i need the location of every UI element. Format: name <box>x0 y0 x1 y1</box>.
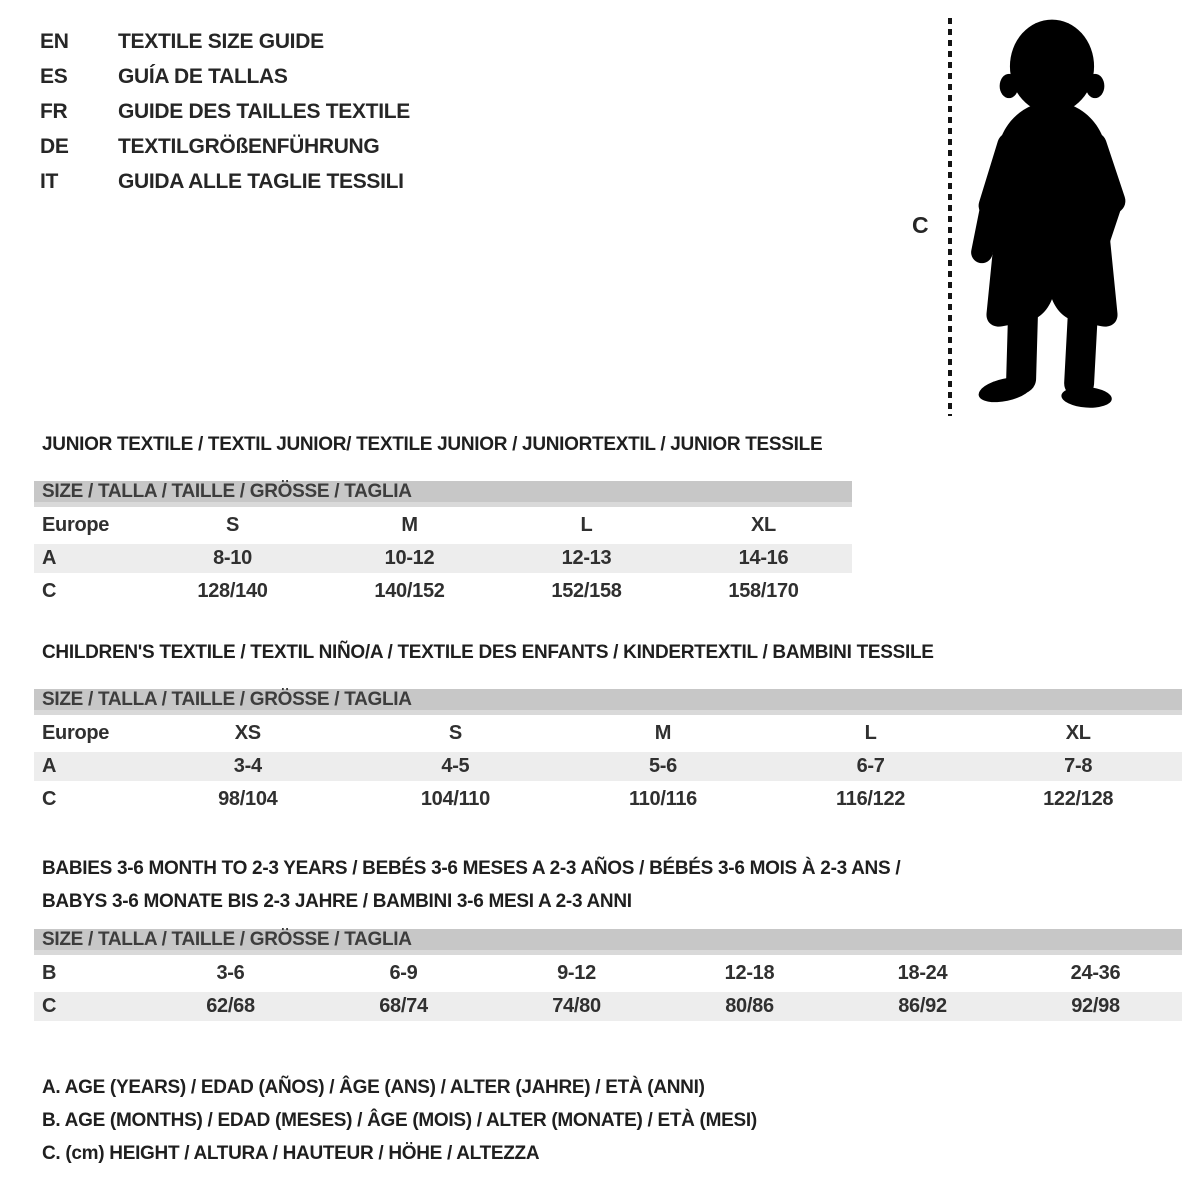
age-cell: 24-36 <box>1070 962 1121 984</box>
children-section-title: CHILDREN'S TEXTILE / TEXTIL NIÑO/A / TEXTILE DES ENFANTS / KINDERTEXTIL / BAMBINI TESSILE <box>42 642 934 663</box>
babies-size-table <box>34 929 1182 1021</box>
size-cell: S <box>225 514 240 536</box>
age-cell: 12-18 <box>724 962 775 984</box>
language-row-en <box>40 30 410 65</box>
babies-title-line2: BABYS 3-6 MONATE BIS 2-3 JAHRE / BAMBINI 3-6 MESI A 2-3 ANNI <box>42 891 632 912</box>
height-cell: 68/74 <box>379 995 428 1017</box>
height-cell: 158/170 <box>728 580 799 602</box>
age-cell: 18-24 <box>897 962 948 984</box>
language-list <box>40 30 410 205</box>
height-cell: 128/140 <box>197 580 268 602</box>
children-size-table <box>34 689 1182 814</box>
language-code: FR <box>40 100 68 123</box>
row-label: A <box>42 547 57 569</box>
height-cell: 122/128 <box>1043 788 1114 810</box>
age-cell: 7-8 <box>1064 755 1093 777</box>
row-label: A <box>42 755 57 777</box>
age-cell: 8-10 <box>213 547 252 569</box>
size-header-bar: SIZE / TALLA / TAILLE / GRÖSSE / TAGLIA <box>34 481 852 507</box>
age-cell: 6-9 <box>389 962 418 984</box>
language-row-es <box>40 65 410 100</box>
height-cell: 104/110 <box>420 788 490 810</box>
babies-section-title <box>42 852 900 918</box>
age-cell: 12-13 <box>561 547 612 569</box>
row-label: C <box>42 995 57 1017</box>
table-row-height <box>34 992 1182 1021</box>
language-code: IT <box>40 170 59 193</box>
height-cell: 152/158 <box>551 580 622 602</box>
toddler-silhouette <box>962 14 1142 416</box>
age-cell: 4-5 <box>441 755 470 777</box>
row-label: Europe <box>42 514 110 536</box>
language-title: GUIDA ALLE TAGLIE TESSILI <box>118 170 404 193</box>
height-cell: 110/116 <box>628 788 697 810</box>
row-label: C <box>42 580 57 602</box>
age-cell: 9-12 <box>557 962 596 984</box>
height-cell: 140/152 <box>374 580 445 602</box>
age-cell: 14-16 <box>738 547 789 569</box>
height-cell: 80/86 <box>725 995 774 1017</box>
age-cell: 10-12 <box>384 547 435 569</box>
language-code: DE <box>40 135 69 158</box>
size-cell: XL <box>751 514 776 536</box>
height-measure-dashed-line <box>948 18 952 416</box>
table-row-age-months <box>34 959 1182 988</box>
language-title: TEXTILE SIZE GUIDE <box>118 30 324 53</box>
junior-size-table <box>34 481 852 606</box>
row-label: B <box>42 962 57 984</box>
size-cell: XS <box>234 722 261 744</box>
age-cell: 3-4 <box>233 755 262 777</box>
table-row-age <box>34 752 1182 781</box>
height-cell: 86/92 <box>898 995 947 1017</box>
language-row-it <box>40 170 410 205</box>
legend-line-c: C. (cm) HEIGHT / ALTURA / HAUTEUR / HÖHE / ALTEZZA <box>42 1143 540 1164</box>
table-row-europe <box>34 511 852 540</box>
height-cell: 116/122 <box>836 788 906 810</box>
size-cell: M <box>401 514 418 536</box>
height-cell: 62/68 <box>206 995 255 1017</box>
legend-line-b: B. AGE (MONTHS) / EDAD (MESES) / ÂGE (MOIS) / ALTER (MONATE) / ETÀ (MESI) <box>42 1110 757 1131</box>
junior-section-title: JUNIOR TEXTILE / TEXTIL JUNIOR/ TEXTILE JUNIOR / JUNIORTEXTIL / JUNIOR TESSILE <box>42 434 823 455</box>
language-title: GUÍA DE TALLAS <box>118 65 288 88</box>
age-cell: 5-6 <box>648 755 677 777</box>
size-cell: M <box>654 722 672 744</box>
height-cell: 92/98 <box>1071 995 1120 1017</box>
size-cell: XL <box>1065 722 1091 744</box>
language-code: EN <box>40 30 69 53</box>
age-cell: 3-6 <box>216 962 245 984</box>
legend <box>42 1071 757 1170</box>
table-row-europe <box>34 719 1182 748</box>
age-cell: 6-7 <box>856 755 885 777</box>
size-cell: L <box>864 722 877 744</box>
size-cell: L <box>580 514 593 536</box>
height-cell: 74/80 <box>552 995 601 1017</box>
row-label: C <box>42 788 57 810</box>
size-cell: S <box>448 722 462 744</box>
size-header-bar: SIZE / TALLA / TAILLE / GRÖSSE / TAGLIA <box>34 689 1182 715</box>
table-row-age <box>34 544 852 573</box>
legend-line-a: A. AGE (YEARS) / EDAD (AÑOS) / ÂGE (ANS) / ALTER (JAHRE) / ETÀ (ANNI) <box>42 1077 705 1098</box>
language-row-fr <box>40 100 410 135</box>
size-header-bar: SIZE / TALLA / TAILLE / GRÖSSE / TAGLIA <box>34 929 1182 955</box>
table-row-height <box>34 577 852 606</box>
row-label: Europe <box>42 722 110 744</box>
height-cell: 98/104 <box>218 788 278 810</box>
language-title: TEXTILGRÖßENFÜHRUNG <box>118 135 380 158</box>
language-code: ES <box>40 65 68 88</box>
language-row-de <box>40 135 410 170</box>
table-row-height <box>34 785 1182 814</box>
height-measure-label: C <box>912 212 929 238</box>
babies-title-line1: BABIES 3-6 MONTH TO 2-3 YEARS / BEBÉS 3-6 MESES A 2-3 AÑOS / BÉBÉS 3-6 MOIS À 2-3 ANS / <box>42 858 901 879</box>
language-title: GUIDE DES TAILLES TEXTILE <box>118 100 410 123</box>
